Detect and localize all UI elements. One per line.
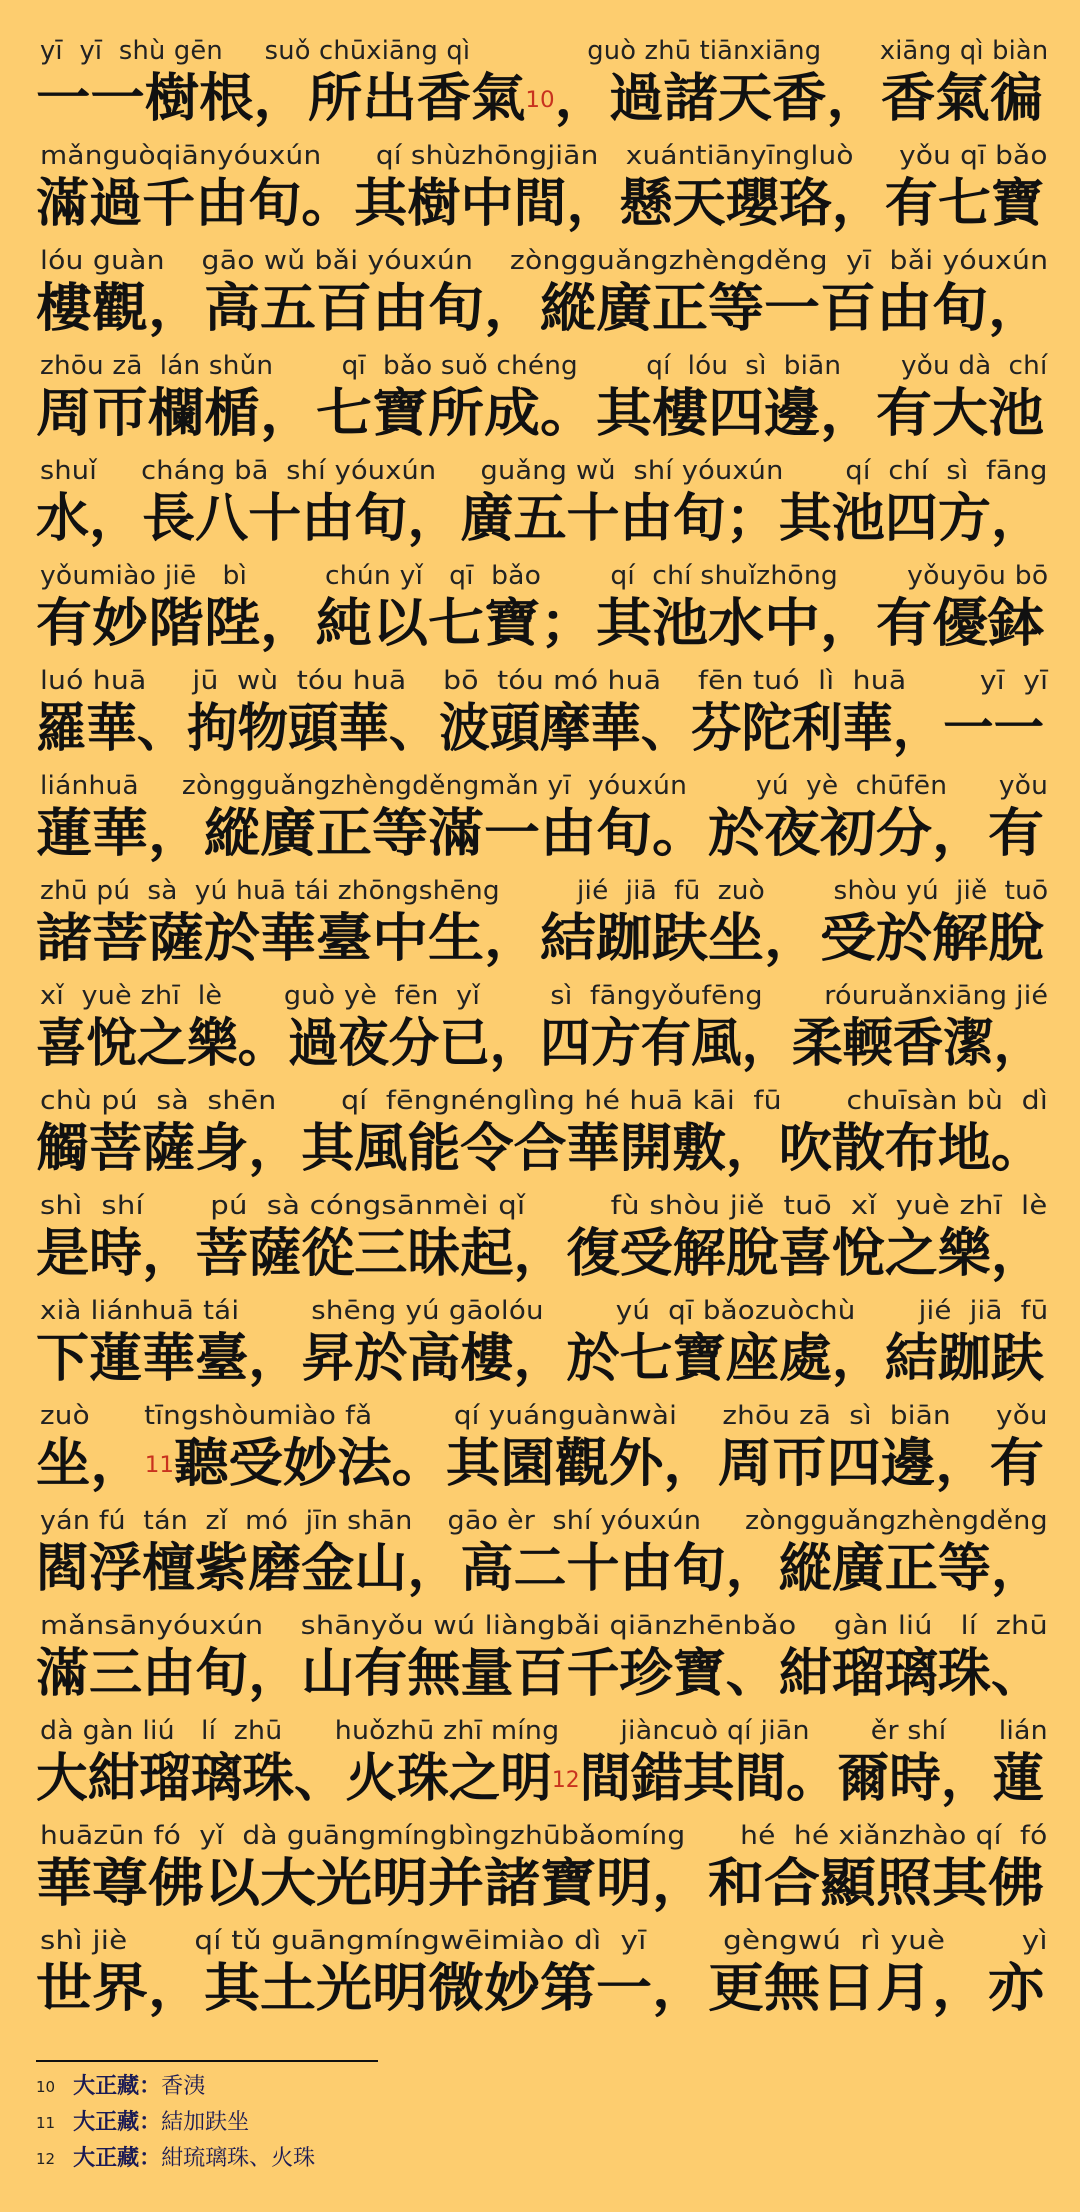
hanzi-line: [36, 1011, 1044, 1077]
footnote-11: [36, 2108, 249, 2138]
hanzi-line: [36, 801, 1044, 867]
pinyin-line: chù pú sà shēn qí fēngnénglìng hé huā kāi fū chuīsàn bù dì: [40, 1086, 1048, 1116]
footnote-source: 大正藏：: [73, 2146, 162, 2171]
hanzi-text: 喜悅之樂。過夜分已，四方有風，柔輭香潔，: [36, 1014, 1044, 1074]
pinyin-line: luó huā jū wù tóu huā bō tóu mó huā fēn tuó lì huā yī yī: [40, 666, 1049, 696]
pinyin-line: shì jiè qí tǔ guāngmíngwēimiào dì yī gèngwú rì yuè yì: [40, 1926, 1048, 1956]
hanzi-text: 水，長八十由旬，廣五十由旬；其池四方，: [36, 489, 1044, 549]
text-line: [0, 246, 1080, 350]
text-line: [0, 1401, 1080, 1505]
hanzi-text: 坐，: [36, 1434, 145, 1494]
text-line: [0, 141, 1080, 245]
hanzi-text: 樓觀，高五百由旬，縱廣正等一百由旬，: [36, 279, 1044, 339]
hanzi-line: [36, 276, 1044, 342]
hanzi-line: [36, 1851, 1044, 1917]
footnote-source: 大正藏：: [73, 2110, 162, 2135]
hanzi-line: [36, 1116, 1044, 1182]
text-line: [0, 36, 1080, 140]
footnote-number: 10: [36, 2078, 56, 2096]
hanzi-line: [36, 1326, 1044, 1392]
footnote-number: 12: [36, 2150, 56, 2168]
pinyin-line: lóu guàn gāo wǔ bǎi yóuxún zòngguǎngzhèngděng yī bǎi yóuxún: [40, 246, 1049, 276]
text-line: [0, 981, 1080, 1085]
hanzi-line: [36, 1746, 1044, 1812]
hanzi-text: 滿過千由旬。其樹中間，懸天瓔珞，有七寶: [36, 174, 1044, 234]
hanzi-text: ，過諸天香，香氣徧: [554, 69, 1044, 129]
pinyin-line: mǎnsānyóuxún shānyǒu wú liàngbǎi qiānzhēnbǎo gàn liú lí zhū: [40, 1611, 1048, 1641]
hanzi-line: [36, 1536, 1044, 1602]
pinyin-line: zuò tīngshòumiào fǎ qí yuánguànwài zhōu zā sì biān yǒu: [40, 1401, 1048, 1431]
hanzi-text: 是時，菩薩從三昧起，復受解脫喜悅之樂，: [36, 1224, 1044, 1284]
hanzi-text: 大紺瑠璃珠、火珠之明: [36, 1749, 552, 1809]
text-line: [0, 1926, 1080, 2030]
footnote-12: [36, 2144, 315, 2174]
hanzi-line: [36, 486, 1044, 552]
footnote-source: 大正藏：: [73, 2074, 162, 2099]
hanzi-line: [36, 1956, 1044, 2022]
hanzi-line: [36, 1221, 1044, 1287]
footnote-number: 11: [36, 2114, 56, 2132]
hanzi-line: [36, 381, 1044, 447]
pinyin-line: zhōu zā lán shǔn qī bǎo suǒ chéng qí lóu sì biān yǒu dà chí: [40, 351, 1048, 381]
hanzi-text: 蓮華，縱廣正等滿一由旬。於夜初分，有: [36, 804, 1044, 864]
hanzi-text: 滿三由旬，山有無量百千珍寶、紺瑠璃珠、: [36, 1644, 1044, 1704]
pinyin-line: dà gàn liú lí zhū huǒzhū zhī míng jiàncuò qí jiān ěr shí lián: [40, 1716, 1048, 1746]
text-line: [0, 876, 1080, 980]
footnote-text: 結加趺坐: [161, 2110, 250, 2135]
footnote-marker: 11: [144, 1453, 175, 1478]
pinyin-line: shì shí pú sà cóngsānmèi qǐ fù shòu jiě tuō xǐ yuè zhī lè: [40, 1191, 1048, 1221]
pinyin-line: yǒumiào jiē bì chún yǐ qī bǎo qí chí shuǐzhōng yǒuyōu bō: [40, 561, 1049, 591]
hanzi-text: 羅華、拘物頭華、波頭摩華、芬陀利華，一一: [36, 699, 1044, 759]
pinyin-line: zhū pú sà yú huā tái zhōngshēng jié jiā fū zuò shòu yú jiě tuō: [40, 876, 1049, 906]
hanzi-text: 聽受妙法。其園觀外，周帀四邊，有: [174, 1434, 1044, 1494]
hanzi-line: [36, 1431, 1044, 1497]
pinyin-line: xǐ yuè zhī lè guò yè fēn yǐ sì fāngyǒufēng róuruǎnxiāng jié: [40, 981, 1049, 1011]
hanzi-line: [36, 171, 1044, 237]
text-line: [0, 1296, 1080, 1400]
pinyin-line: shuǐ cháng bā shí yóuxún guǎng wǔ shí yóuxún qí chí sì fāng: [40, 456, 1048, 486]
hanzi-text: 有妙階陛，純以七寶；其池水中，有優鉢: [36, 594, 1044, 654]
hanzi-text: 周帀欄楯，七寶所成。其樓四邊，有大池: [36, 384, 1044, 444]
text-line: [0, 1821, 1080, 1925]
text-line: [0, 666, 1080, 770]
text-line: [0, 351, 1080, 455]
hanzi-text: 間錯其間。爾時，蓮: [579, 1749, 1045, 1809]
text-line: [0, 1506, 1080, 1610]
hanzi-line: [36, 66, 1044, 132]
footnote-text: 紺琉璃珠、火珠: [161, 2146, 316, 2171]
footnote-text: 香洟: [161, 2074, 206, 2099]
text-line: [0, 561, 1080, 665]
hanzi-text: 諸菩薩於華臺中生，結跏趺坐，受於解脫: [36, 909, 1044, 969]
pinyin-line: huāzūn fó yǐ dà guāngmíngbìngzhūbǎomíng hé hé xiǎnzhào qí fó: [40, 1821, 1048, 1851]
pinyin-line: yán fú tán zǐ mó jīn shān gāo èr shí yóuxún zòngguǎngzhèngděng: [40, 1506, 1048, 1536]
hanzi-text: 一一樹根，所出香氣: [36, 69, 526, 129]
text-line: [0, 1191, 1080, 1295]
hanzi-line: [36, 696, 1044, 762]
pinyin-line: liánhuā zòngguǎngzhèngděngmǎn yī yóuxún yú yè chūfēn yǒu: [40, 771, 1049, 801]
hanzi-text: 世界，其土光明微妙第一，更無日月，亦: [36, 1959, 1044, 2019]
footnote-marker: 12: [551, 1768, 580, 1793]
text-line: [0, 1086, 1080, 1190]
text-line: [0, 456, 1080, 560]
hanzi-line: [36, 1641, 1044, 1707]
hanzi-text: 觸菩薩身，其風能令合華開敷，吹散布地。: [36, 1119, 1044, 1179]
hanzi-line: [36, 906, 1044, 972]
footnote-10: [36, 2072, 205, 2102]
pinyin-line: yī yī shù gēn suǒ chūxiāng qì guò zhū tiānxiāng xiāng qì biàn: [40, 36, 1049, 66]
text-line: [0, 1716, 1080, 1820]
footnote-marker: 10: [525, 88, 555, 113]
pinyin-line: xià liánhuā tái shēng yú gāolóu yú qī bǎozuòchù jié jiā fū: [40, 1296, 1049, 1326]
footnote-divider: [36, 2060, 378, 2062]
text-line: [0, 1611, 1080, 1715]
pinyin-line: mǎnguòqiānyóuxún qí shùzhōngjiān xuántiānyīngluò yǒu qī bǎo: [40, 141, 1048, 171]
hanzi-text: 下蓮華臺，昇於高樓，於七寶座處，結跏趺: [36, 1329, 1044, 1389]
hanzi-line: [36, 591, 1044, 657]
text-line: [0, 771, 1080, 875]
hanzi-text: 閻浮檀紫磨金山，高二十由旬，縱廣正等，: [36, 1539, 1044, 1599]
hanzi-text: 華尊佛以大光明并諸寶明，和合顯照其佛: [36, 1854, 1044, 1914]
